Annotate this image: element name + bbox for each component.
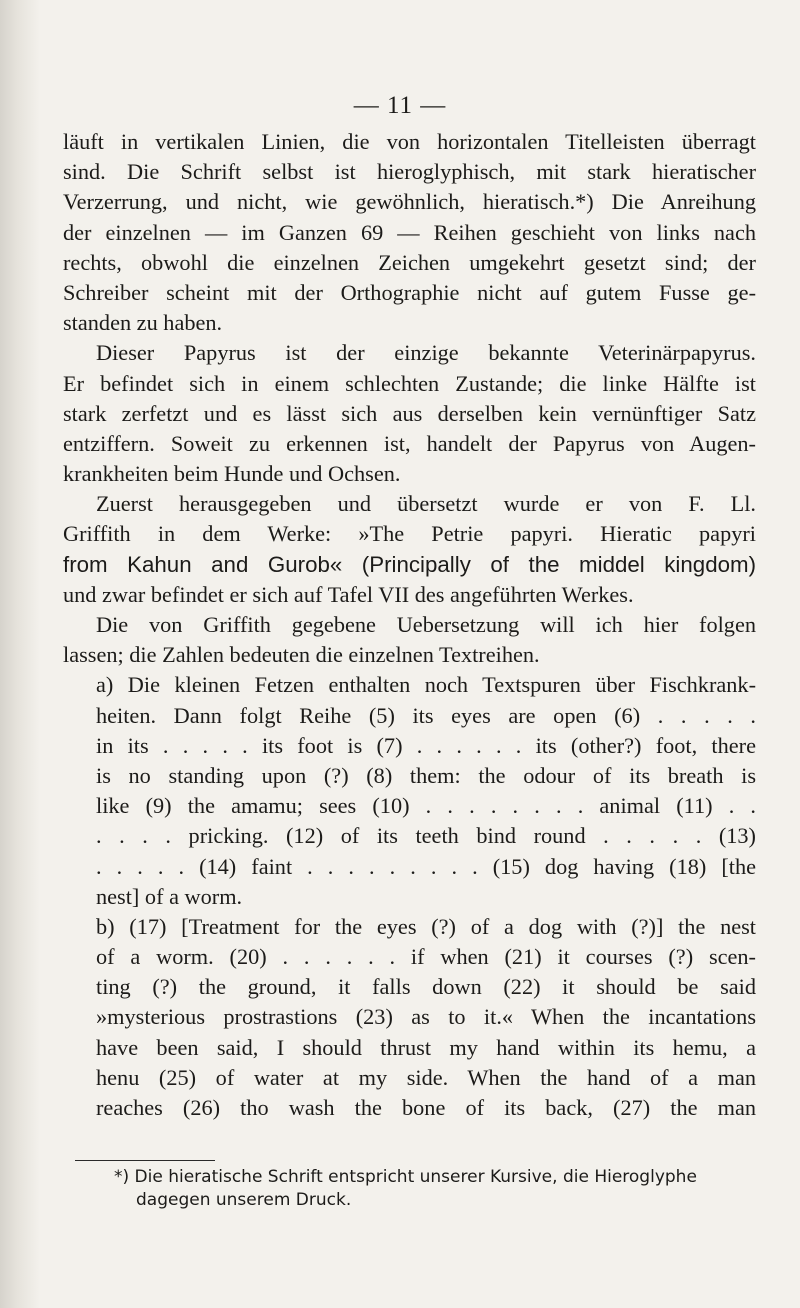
page-number: — 11 — bbox=[353, 92, 447, 119]
text-line: heiten. Dann folgt Reihe (5) its eyes are open (6) . . . . . bbox=[96, 702, 756, 728]
text-line: nest] of a worm. bbox=[96, 883, 243, 909]
footnote-divider bbox=[75, 1160, 215, 1161]
text-line: ting (?) the ground, it falls down (22) it should be said bbox=[96, 974, 756, 1000]
text-line: Verzerrung, und nicht, wie gewöhnlich, hieratisch.*) Die Anreihung bbox=[63, 189, 756, 215]
list-item-b bbox=[63, 912, 756, 1123]
text-line: in its . . . . . its foot is (7) . . . . . . its (other?) foot, there bbox=[96, 732, 756, 758]
text-line: have been said, I should thrust my hand within its hemu, a bbox=[96, 1034, 756, 1060]
text-line: standen zu haben. bbox=[63, 310, 223, 336]
text-line: . . . . pricking. (12) of its teeth bind round . . . . . (13) bbox=[96, 823, 756, 849]
text-line: b) (17) [Treatment for the eyes (?) of a dog with (?)] the nest bbox=[96, 913, 756, 939]
text-line: Er befindet sich in einem schlechten Zustande; die linke Hälfte ist bbox=[63, 370, 756, 396]
footnote-line: dagegen unserem Druck. bbox=[136, 1190, 352, 1210]
text-line: sind. Die Schrift selbst ist hieroglyphisch, mit stark hieratischer bbox=[63, 159, 756, 185]
page-edge-shadow bbox=[0, 0, 40, 1308]
text-line: henu (25) of water at my side. When the hand of a man bbox=[96, 1064, 756, 1090]
text-line: der einzelnen — im Ganzen 69 — Reihen geschieht von links nach bbox=[63, 219, 756, 245]
text-line: is no standing upon (?) (8) them: the odour of its breath is bbox=[96, 762, 756, 788]
text-line: Dieser Papyrus ist der einzige bekannte Veterinärpapyrus. bbox=[96, 340, 756, 366]
text-line: of a worm. (20) . . . . . . if when (21) it courses (?) scen- bbox=[96, 944, 756, 970]
text-line: a) Die kleinen Fetzen enthalten noch Textspuren über Fischkrank- bbox=[96, 672, 756, 698]
text-line: und zwar befindet er sich auf Tafel VII des angeführten Werkes. bbox=[63, 581, 634, 607]
paragraph bbox=[63, 489, 756, 610]
text-line: stark zerfetzt und es lässt sich aus derselben kein vernünftiger Satz bbox=[63, 400, 756, 426]
text-line: läuft in vertikalen Linien, die von horizontalen Titelleisten überragt bbox=[63, 129, 756, 154]
text-line: krankheiten beim Hunde und Ochsen. bbox=[63, 461, 401, 487]
body-text bbox=[63, 127, 756, 1123]
text-line: Schreiber scheint mit der Orthographie nicht auf gutem Fusse ge- bbox=[63, 279, 756, 305]
footnote bbox=[114, 1166, 734, 1212]
text-line: from Kahun and Gurob« (Principally of the middel kingdom) bbox=[63, 551, 756, 577]
text-line: Griffith in dem Werke: »The Petrie papyri. Hieratic papyri bbox=[63, 521, 756, 547]
text-line: lassen; die Zahlen bedeuten die einzelnen Textreihen. bbox=[63, 642, 540, 668]
text-line: rechts, obwohl die einzelnen Zeichen umgekehrt gesetzt sind; der bbox=[63, 249, 756, 275]
text-line: entziffern. Soweit zu erkennen ist, handelt der Papyrus von Augen- bbox=[63, 430, 756, 456]
text-line: . . . . . (14) faint . . . . . . . . . (15) dog having (18) [the bbox=[96, 853, 756, 879]
text-line: »mysterious prostrastions (23) as to it.« When the incantations bbox=[96, 1004, 756, 1030]
text-line: like (9) the amamu; sees (10) . . . . . . . . animal (11) . . bbox=[96, 793, 756, 819]
list-item-a bbox=[63, 670, 756, 912]
text-line: Die von Griffith gegebene Uebersetzung will ich hier folgen bbox=[96, 612, 756, 637]
text-line: Zuerst herausgegeben und übersetzt wurde er von F. Ll. bbox=[96, 491, 756, 517]
paragraph bbox=[63, 127, 756, 338]
footnote-line: *) Die hieratische Schrift entspricht unserer Kursive, die Hieroglyphe bbox=[114, 1167, 697, 1187]
text-line: reaches (26) tho wash the bone of its back, (27) the man bbox=[96, 1095, 756, 1120]
paragraph bbox=[63, 338, 756, 489]
paragraph bbox=[63, 610, 756, 670]
